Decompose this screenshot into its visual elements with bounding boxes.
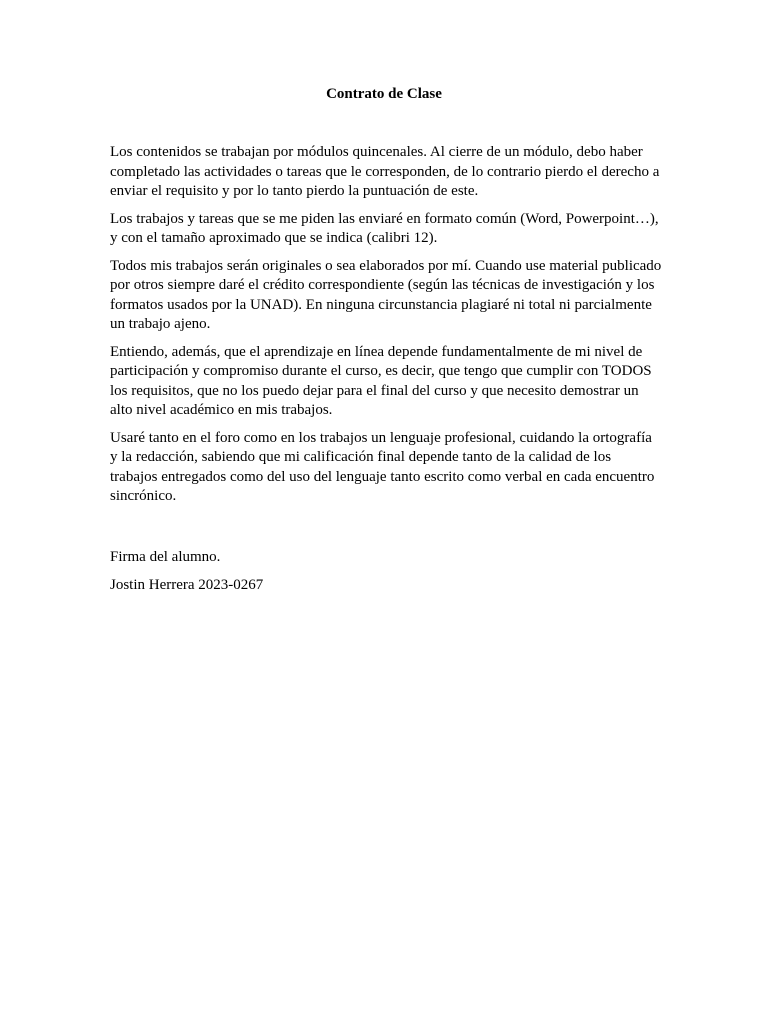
paragraph-modules: Los contenidos se trabajan por módulos quincenales. Al cierre de un módulo, debo haber completado las actividades o tareas que le corresponden, de lo contrario pierdo el derecho a enviar el requisito y por lo tanto pierdo la puntuación de este. — [110, 144, 660, 199]
signature-block — [110, 548, 662, 603]
paragraph-language: Usaré tanto en el foro como en los trabajos un lenguaje profesional, cuidando la ortografía y la redacción, sabiendo que mi calificación final depende tanto de la calidad de los trabajos entregados como del uso del lenguaje tanto escrito como verbal en cada encuentro sincrónico. — [110, 429, 655, 504]
document-title: Contrato de Clase — [326, 86, 442, 102]
document-body — [110, 143, 662, 515]
signature-label: Firma del alumno. — [110, 549, 221, 565]
paragraph-format: Los trabajos y tareas que se me piden las enviaré en formato común (Word, Powerpoint…), y con el tamaño aproximado que se indica (calibri 12). — [110, 210, 659, 246]
paragraph-participation: Entiendo, además, que el aprendizaje en línea depende fundamentalmente de mi nivel de participación y compromiso durante el curso, es decir, que tengo que cumplir con TODOS los requisitos, que no los puedo dejar para el final del curso y que necesito demostrar un alto nivel académico en mis trabajos. — [110, 343, 652, 418]
paragraph-originality: Todos mis trabajos serán originales o sea elaborados por mí. Cuando use material publicado por otros siempre daré el crédito correspondiente (según las técnicas de investigación y los formatos usados por la UNAD). En ninguna circunstancia plagiaré ni total ni parcialmente un trabajo ajeno. — [110, 257, 662, 332]
signature-name: Jostin Herrera 2023-0267 — [110, 576, 264, 593]
